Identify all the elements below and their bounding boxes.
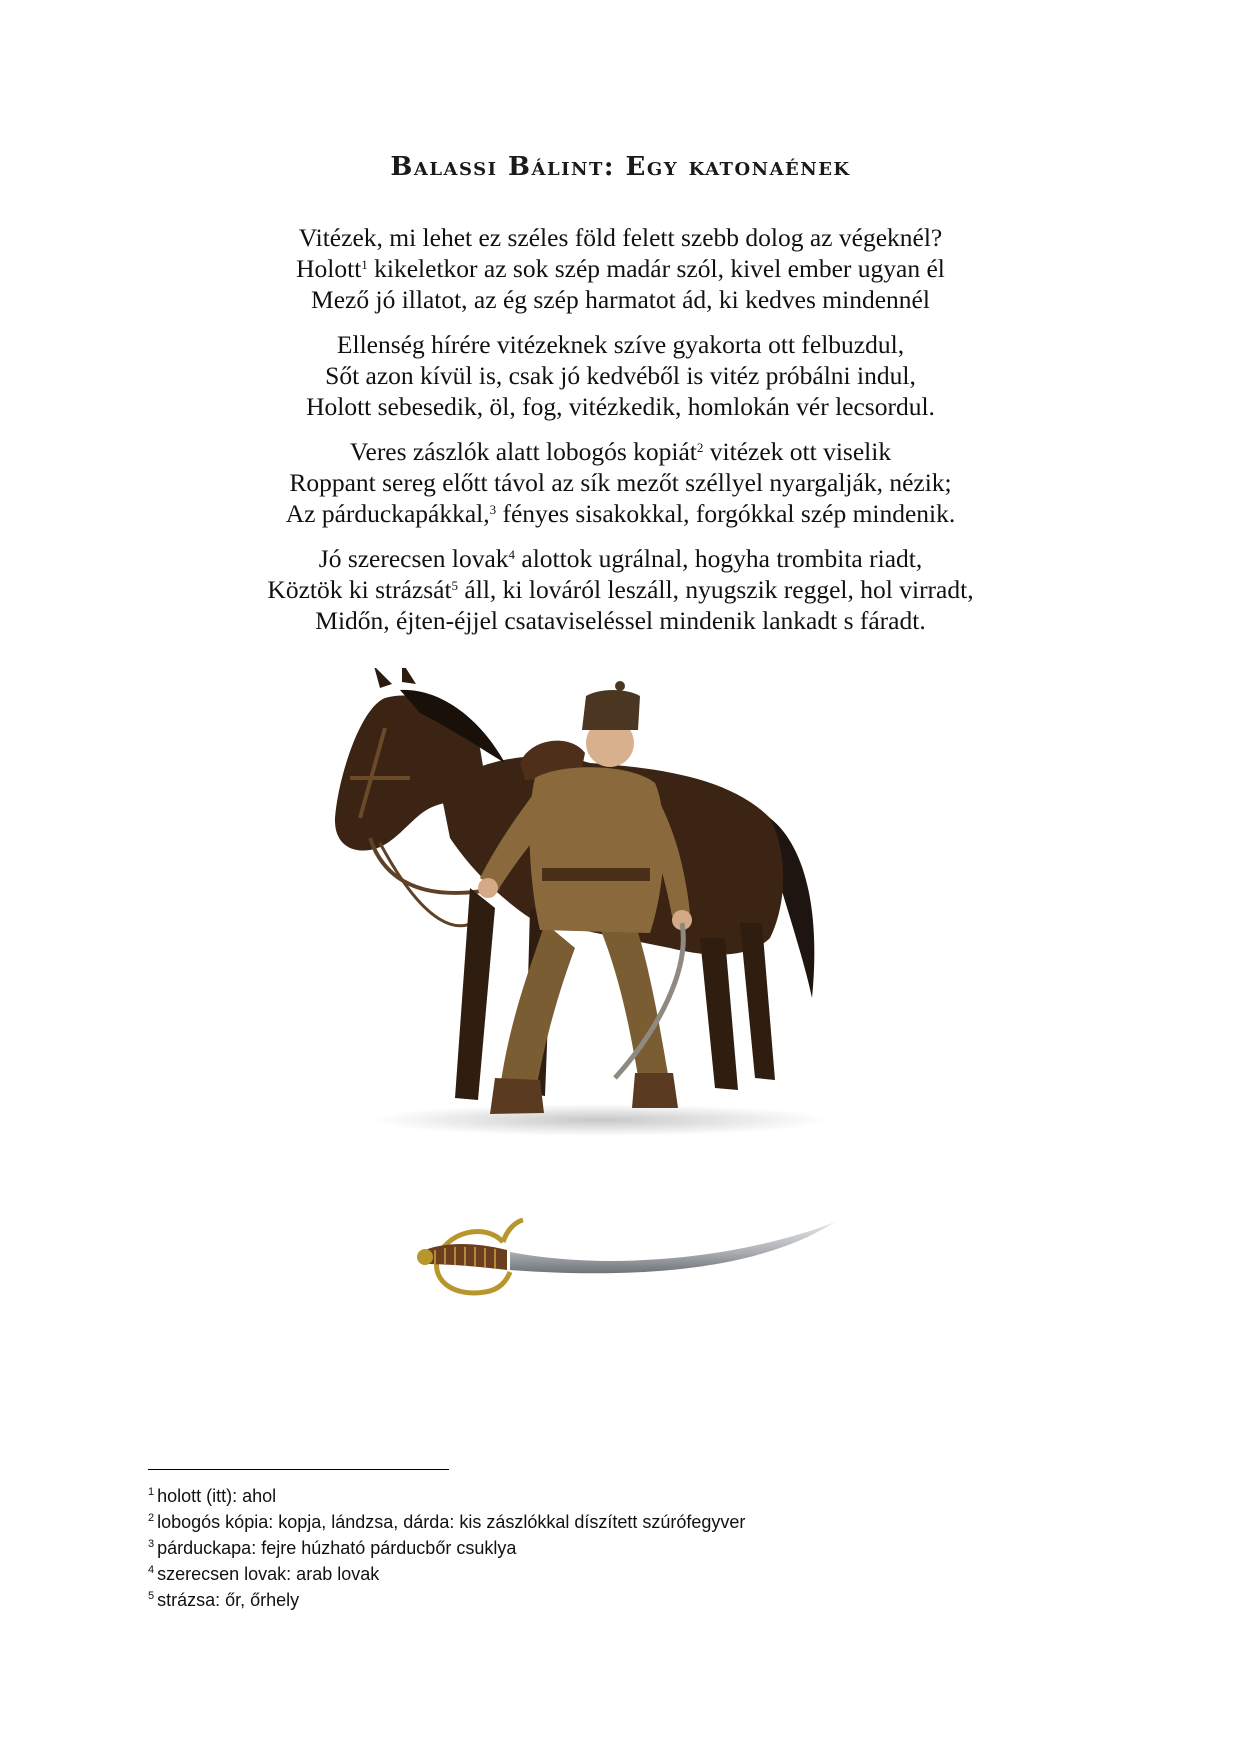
poem-line: Jó szerecsen lovak$^4$ alottok ugrálnal, hogyha trombita riadt,: [318, 544, 923, 573]
soldier-horse-illustration: [330, 668, 850, 1138]
footnote: $^3$ párduckapa: fejre húzható párducbőr csuklya: [148, 1538, 517, 1558]
poem-line: Sőt azon kívül is, csak jó kedvéből is vitéz próbálni indul,: [325, 361, 916, 390]
footnote: $^1$ holott (itt): ahol: [148, 1486, 277, 1506]
footnotes: [148, 1483, 1048, 1613]
footnote-ref: 1: [361, 257, 368, 272]
footnote-ref: 2: [696, 440, 704, 455]
sabre-illustration: [415, 1212, 845, 1312]
poem-line: Ellenség hírére vitézeknek szíve gyakorta ott felbuzdul,: [336, 330, 905, 359]
stanza-3: [0, 436, 1241, 529]
poem-line: Köztök ki strázsát$^5$ áll, ki lováról leszáll, nyugszik reggel, hol virradt,: [267, 575, 974, 604]
poem-line: Roppant sereg előtt távol az sík mezőt széllyel nyargalják, nézik;: [289, 468, 952, 497]
footnote-separator: [148, 1469, 449, 1470]
poem-line: Mező jó illatot, az ég szép harmatot ád, ki kedves mindennél: [311, 285, 930, 314]
poem-line: Vitézek, mi lehet ez széles föld felett szebb dolog az végeknél?: [298, 223, 943, 252]
poem-line: Az párduckapákkal,$^3$ fényes sisakokkal, forgókkal szép mindenik.: [285, 499, 956, 528]
poem-line: Veres zászlók alatt lobogós kopiát$^2$ vitézek ott viselik: [349, 437, 892, 466]
poem-line: Holott$^1$ kikeletkor az sok szép madár szól, kivel ember ugyan él: [296, 254, 945, 283]
poem-body: [0, 222, 1241, 650]
footnote-ref: 5: [451, 578, 459, 593]
poem-line: Midőn, éjten-éjjel csataviseléssel mindenik lankadt s fáradt.: [315, 606, 926, 635]
stanza-2: [0, 329, 1241, 422]
poem-line: Holott sebesedik, öl, fog, vitézkedik, homlokán vér lecsordul.: [306, 392, 935, 421]
poem-title: Balassi Bálint: Egy katonaének: [390, 152, 851, 182]
stanza-4: [0, 543, 1241, 636]
stanza-1: [0, 222, 1241, 315]
footnote: $^4$ szerecsen lovak: arab lovak: [148, 1564, 380, 1584]
footnote: $^5$ strázsa: őr, őrhely: [148, 1590, 300, 1610]
footnote-ref: 4: [508, 547, 516, 562]
footnote-ref: 3: [489, 502, 497, 517]
footnote: $^2$ lobogós kópia: kopja, lándzsa, dárda: kis zászlókkal díszített szúrófegyver: [148, 1512, 746, 1532]
